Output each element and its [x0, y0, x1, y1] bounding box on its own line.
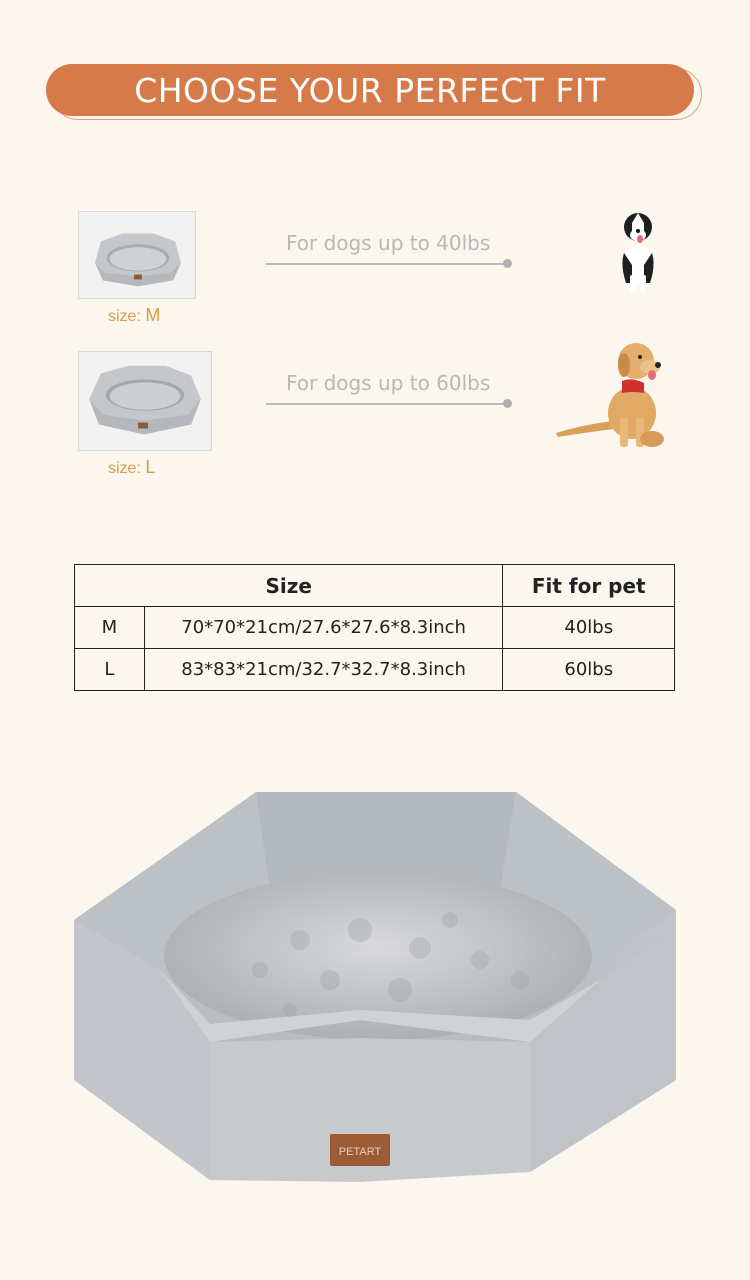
- size-label-m: [108, 305, 160, 326]
- bed-thumbnail-l: [78, 351, 212, 451]
- hero-bed-image: [60, 780, 690, 1200]
- cell-dimensions: 83*83*21cm/32.7*32.7*8.3inch: [144, 649, 503, 691]
- large-dog-image: [552, 321, 672, 451]
- bed-thumbnail-l-image: [79, 352, 211, 450]
- size-label-value: M: [145, 305, 161, 325]
- title-banner: [46, 64, 706, 124]
- banner-title: CHOOSE YOUR PERFECT FIT: [46, 64, 694, 116]
- fit-dot: [503, 259, 512, 268]
- fit-line: [266, 263, 506, 265]
- fit-text-l: For dogs up to 60lbs: [286, 371, 491, 395]
- size-label-prefix: size:: [108, 460, 141, 477]
- table-row: [75, 607, 675, 649]
- cell-size: M: [75, 607, 145, 649]
- bed-thumbnail-m: [78, 211, 196, 299]
- fit-text-m: For dogs up to 40lbs: [286, 231, 491, 255]
- size-label-l: [108, 457, 155, 478]
- size-row-l: [0, 345, 750, 485]
- brand-tag: PETART: [338, 1146, 382, 1158]
- table-row: [75, 649, 675, 691]
- header-size: Size: [75, 565, 503, 607]
- size-label-value: L: [145, 457, 156, 477]
- fit-dot: [503, 399, 512, 408]
- cell-dimensions: 70*70*21cm/27.6*27.6*8.3inch: [144, 607, 503, 649]
- bed-thumbnail-m-image: [79, 212, 195, 298]
- small-dog-image: [600, 205, 672, 297]
- cell-fit: 40lbs: [503, 607, 675, 649]
- fit-line: [266, 403, 506, 405]
- size-label-prefix: size:: [108, 308, 141, 325]
- cell-size: L: [75, 649, 145, 691]
- header-fit-for-pet: Fit for pet: [503, 565, 675, 607]
- cell-fit: 60lbs: [503, 649, 675, 691]
- table-header-row: [75, 565, 675, 607]
- size-table: [74, 564, 675, 691]
